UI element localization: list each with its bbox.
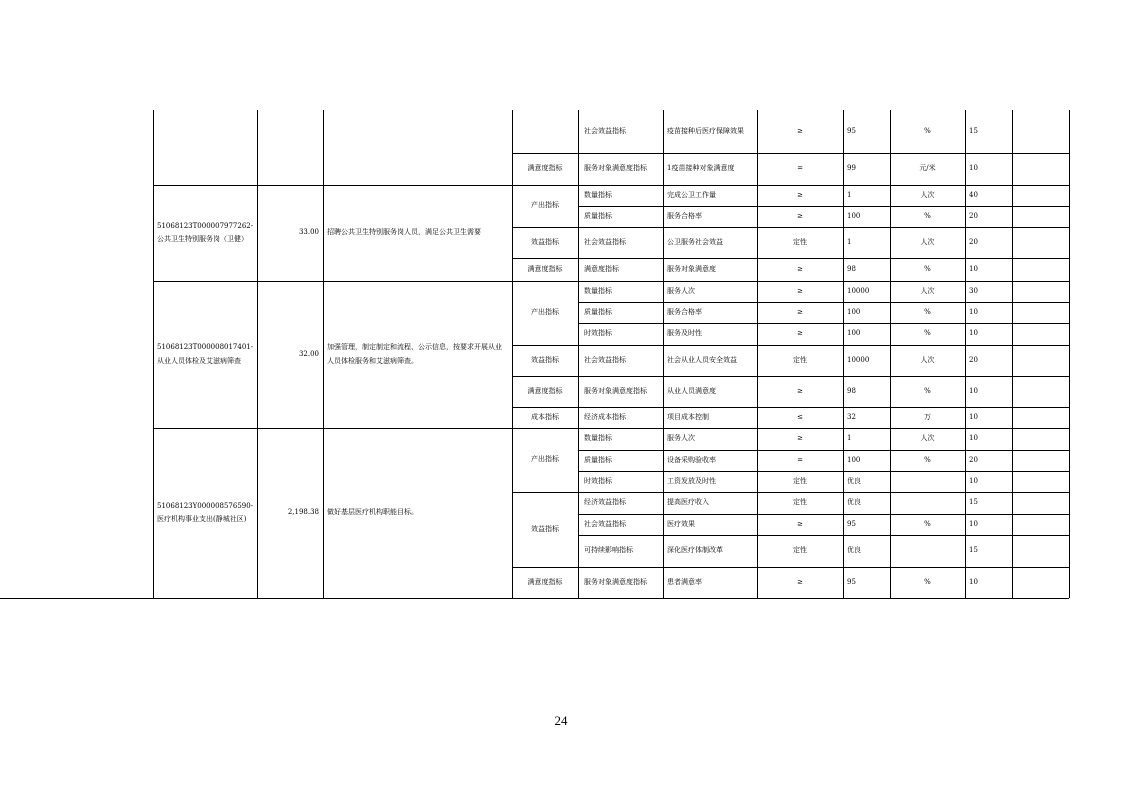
indicator-unit: % [924,126,931,135]
project-name: 51068123T000007977262-公共卫生特别服务岗（卫健） [157,221,254,243]
table-rule [965,110,966,598]
indicator-unit: % [924,386,931,395]
indicator-value: 99 [847,164,856,173]
indicator-category: 满意度指标 [527,386,563,395]
indicator-value: 95 [847,126,856,135]
indicator-unit: 元/米 [919,164,936,173]
indicator-subcategory: 质量指标 [584,307,612,316]
indicator-unit: 万 [924,412,931,421]
indicator-name: 提高医疗收入 [667,498,709,507]
table-rule [512,376,578,377]
indicator-value: 1 [847,434,852,443]
table-rule [512,258,578,259]
indicator-category: 产出指标 [531,455,559,464]
indicator-operator: ≥ [797,577,803,586]
indicator-weight: 10 [969,164,978,173]
table-rule [153,110,154,598]
indicator-name: 项目成本控制 [667,412,709,421]
project-name: 51068123T000008017401-从业人员体检及艾滋病筛查 [157,343,254,365]
indicator-unit: % [924,455,931,464]
indicator-value: 10000 [847,355,870,364]
table-rule [1069,110,1070,598]
indicator-category: 成本指标 [531,412,559,421]
indicator-unit [890,492,965,514]
indicator-unit [890,471,965,492]
indicator-subcategory: 时效指标 [584,329,612,338]
indicator-operator: ≥ [797,386,803,395]
indicator-value: 100 [847,211,861,220]
indicator-name: 从业人员满意度 [667,386,716,395]
indicator-subcategory: 服务对象满意度指标 [584,577,647,586]
indicator-operator: ≥ [797,126,803,135]
indicator-name: 医疗效果 [667,519,695,528]
table-rule [512,567,578,568]
indicator-unit: 人次 [920,237,935,246]
indicator-value: 优良 [847,498,861,507]
indicator-operator: 定性 [793,476,807,485]
indicator-category: 产出指标 [531,308,559,317]
table-rule [512,227,578,228]
indicator-name: 患者满意率 [667,577,702,586]
indicator-name: 疫苗接种后医疗保障效果 [667,126,744,135]
project-goal: 招聘公共卫生特别服务岗人员，满足公共卫生需要 [327,228,481,237]
indicator-name: 服务对象满意度 [667,264,716,273]
indicator-unit: % [924,211,931,220]
indicator-value: 100 [847,455,861,464]
indicator-operator: ≥ [797,286,803,295]
indicator-value: 98 [847,264,856,273]
indicator-unit: 人次 [920,190,935,199]
project-name: 51068123Y000008576590-医疗机构事业支出(静城社区) [157,501,254,523]
indicator-unit: % [924,264,931,273]
indicator-subcategory: 数量指标 [584,434,612,443]
indicator-category: 产出指标 [531,201,559,210]
indicator-operator: ≥ [797,211,803,220]
indicator-weight: 20 [969,355,978,364]
indicator-name: 服务合格率 [667,307,702,316]
indicator-weight: 10 [969,434,978,443]
table-rule [512,407,578,408]
project-amount: 33.00 [298,228,319,237]
indicator-weight: 10 [969,476,978,485]
indicator-operator: ≥ [797,434,803,443]
indicator-name: 工资发放及时性 [667,476,716,485]
indicator-operator: = [797,164,803,173]
indicator-operator: 定性 [793,355,807,364]
indicator-weight: 10 [969,264,978,273]
indicator-subcategory: 满意度指标 [584,264,619,273]
indicator-category: 效益指标 [531,355,559,364]
indicator-unit [890,535,965,567]
indicator-subcategory: 服务对象满意度指标 [584,386,647,395]
indicator-value: 1 [847,237,852,246]
table-rule [1012,110,1013,598]
table-rule [843,110,844,598]
indicator-subcategory: 数量指标 [584,190,612,199]
indicator-operator: 定性 [793,498,807,507]
indicator-weight: 10 [969,577,978,586]
indicator-subcategory: 社会效益指标 [584,355,626,364]
indicator-subcategory: 质量指标 [584,211,612,220]
indicator-value: 32 [847,412,856,421]
indicator-name: 完成公卫工作量 [667,190,716,199]
indicator-unit: % [924,307,931,316]
indicator-operator: ≥ [797,190,803,199]
indicator-weight: 10 [969,307,978,316]
table-rule [512,492,578,493]
indicator-weight: 10 [969,519,978,528]
indicator-unit: 人次 [920,286,935,295]
indicator-category: 效益指标 [531,524,559,533]
indicator-value: 95 [847,519,856,528]
table-rule [663,110,664,598]
indicator-unit: 人次 [920,355,935,364]
indicator-operator: ≥ [797,329,803,338]
indicator-name: 服务人次 [667,434,695,443]
indicator-name: 服务人次 [667,286,695,295]
indicator-name: 深化医疗体制改革 [667,546,723,555]
indicator-value: 优良 [847,476,861,485]
indicator-value: 100 [847,329,861,338]
table-rule [0,598,1069,599]
project-goal: 做好基层医疗机构职能目标。 [327,508,418,517]
indicator-operator: = [797,455,803,464]
indicator-weight: 10 [969,386,978,395]
indicator-weight: 20 [969,237,978,246]
indicator-name: 服务及时性 [667,329,702,338]
indicator-value: 98 [847,386,856,395]
indicator-operator: ≥ [797,264,803,273]
indicator-subcategory: 经济成本指标 [584,412,626,421]
indicator-weight: 20 [969,455,978,464]
table-rule [323,110,324,598]
indicator-value: 1 [847,190,852,199]
indicator-operator: ≤ [797,412,803,421]
indicator-operator: 定性 [793,546,807,555]
page-number: 24 [554,713,568,728]
indicator-value: 优良 [847,546,861,555]
project-amount: 2,198.38 [287,508,319,517]
indicator-weight: 10 [969,329,978,338]
indicator-weight: 40 [969,190,978,199]
indicator-name: 1疫苗接种对象满意度 [667,164,735,173]
indicator-subcategory: 质量指标 [584,455,612,464]
indicator-subcategory: 社会效益指标 [584,126,626,135]
indicator-category: 效益指标 [531,237,559,246]
indicator-unit: % [924,519,931,528]
indicator-weight: 30 [969,286,978,295]
indicator-name: 设备采购验收率 [667,455,716,464]
indicator-name: 服务合格率 [667,211,702,220]
indicator-value: 100 [847,307,861,316]
indicator-subcategory: 社会效益指标 [584,237,626,246]
table-rule [578,110,579,598]
project-goal: 加强管理，制定制定和流程、公示信息，按要求开展从业人员体检服务和艾滋病筛查。 [327,343,502,365]
indicator-category: 满意度指标 [527,264,563,273]
indicator-subcategory: 可持续影响指标 [584,546,633,555]
indicator-value: 95 [847,577,856,586]
indicator-value: 10000 [847,286,870,295]
indicator-name: 公卫服务社会效益 [667,237,723,246]
indicator-weight: 15 [969,126,978,135]
indicator-unit: 人次 [920,434,935,443]
indicator-weight: 20 [969,211,978,220]
indicator-category: 满意度指标 [527,577,563,586]
table-rule [512,153,578,154]
indicator-operator: 定性 [793,237,807,246]
indicator-unit: % [924,329,931,338]
indicator-subcategory: 经济效益指标 [584,498,626,507]
table-rule [512,345,578,346]
indicator-subcategory: 时效指标 [584,476,612,485]
indicator-operator: ≥ [797,519,803,528]
table-rule [257,110,258,598]
indicator-subcategory: 社会效益指标 [584,519,626,528]
indicator-unit: % [924,577,931,586]
indicator-subcategory: 服务对象满意度指标 [584,164,647,173]
indicator-operator: ≥ [797,307,803,316]
indicator-weight: 10 [969,412,978,421]
indicator-category: 满意度指标 [527,164,563,173]
indicator-name: 社会从业人员安全效益 [667,355,737,364]
project-amount: 32.00 [298,349,319,358]
indicator-weight: 15 [969,546,978,555]
indicator-subcategory: 数量指标 [584,286,612,295]
indicator-weight: 15 [969,498,978,507]
